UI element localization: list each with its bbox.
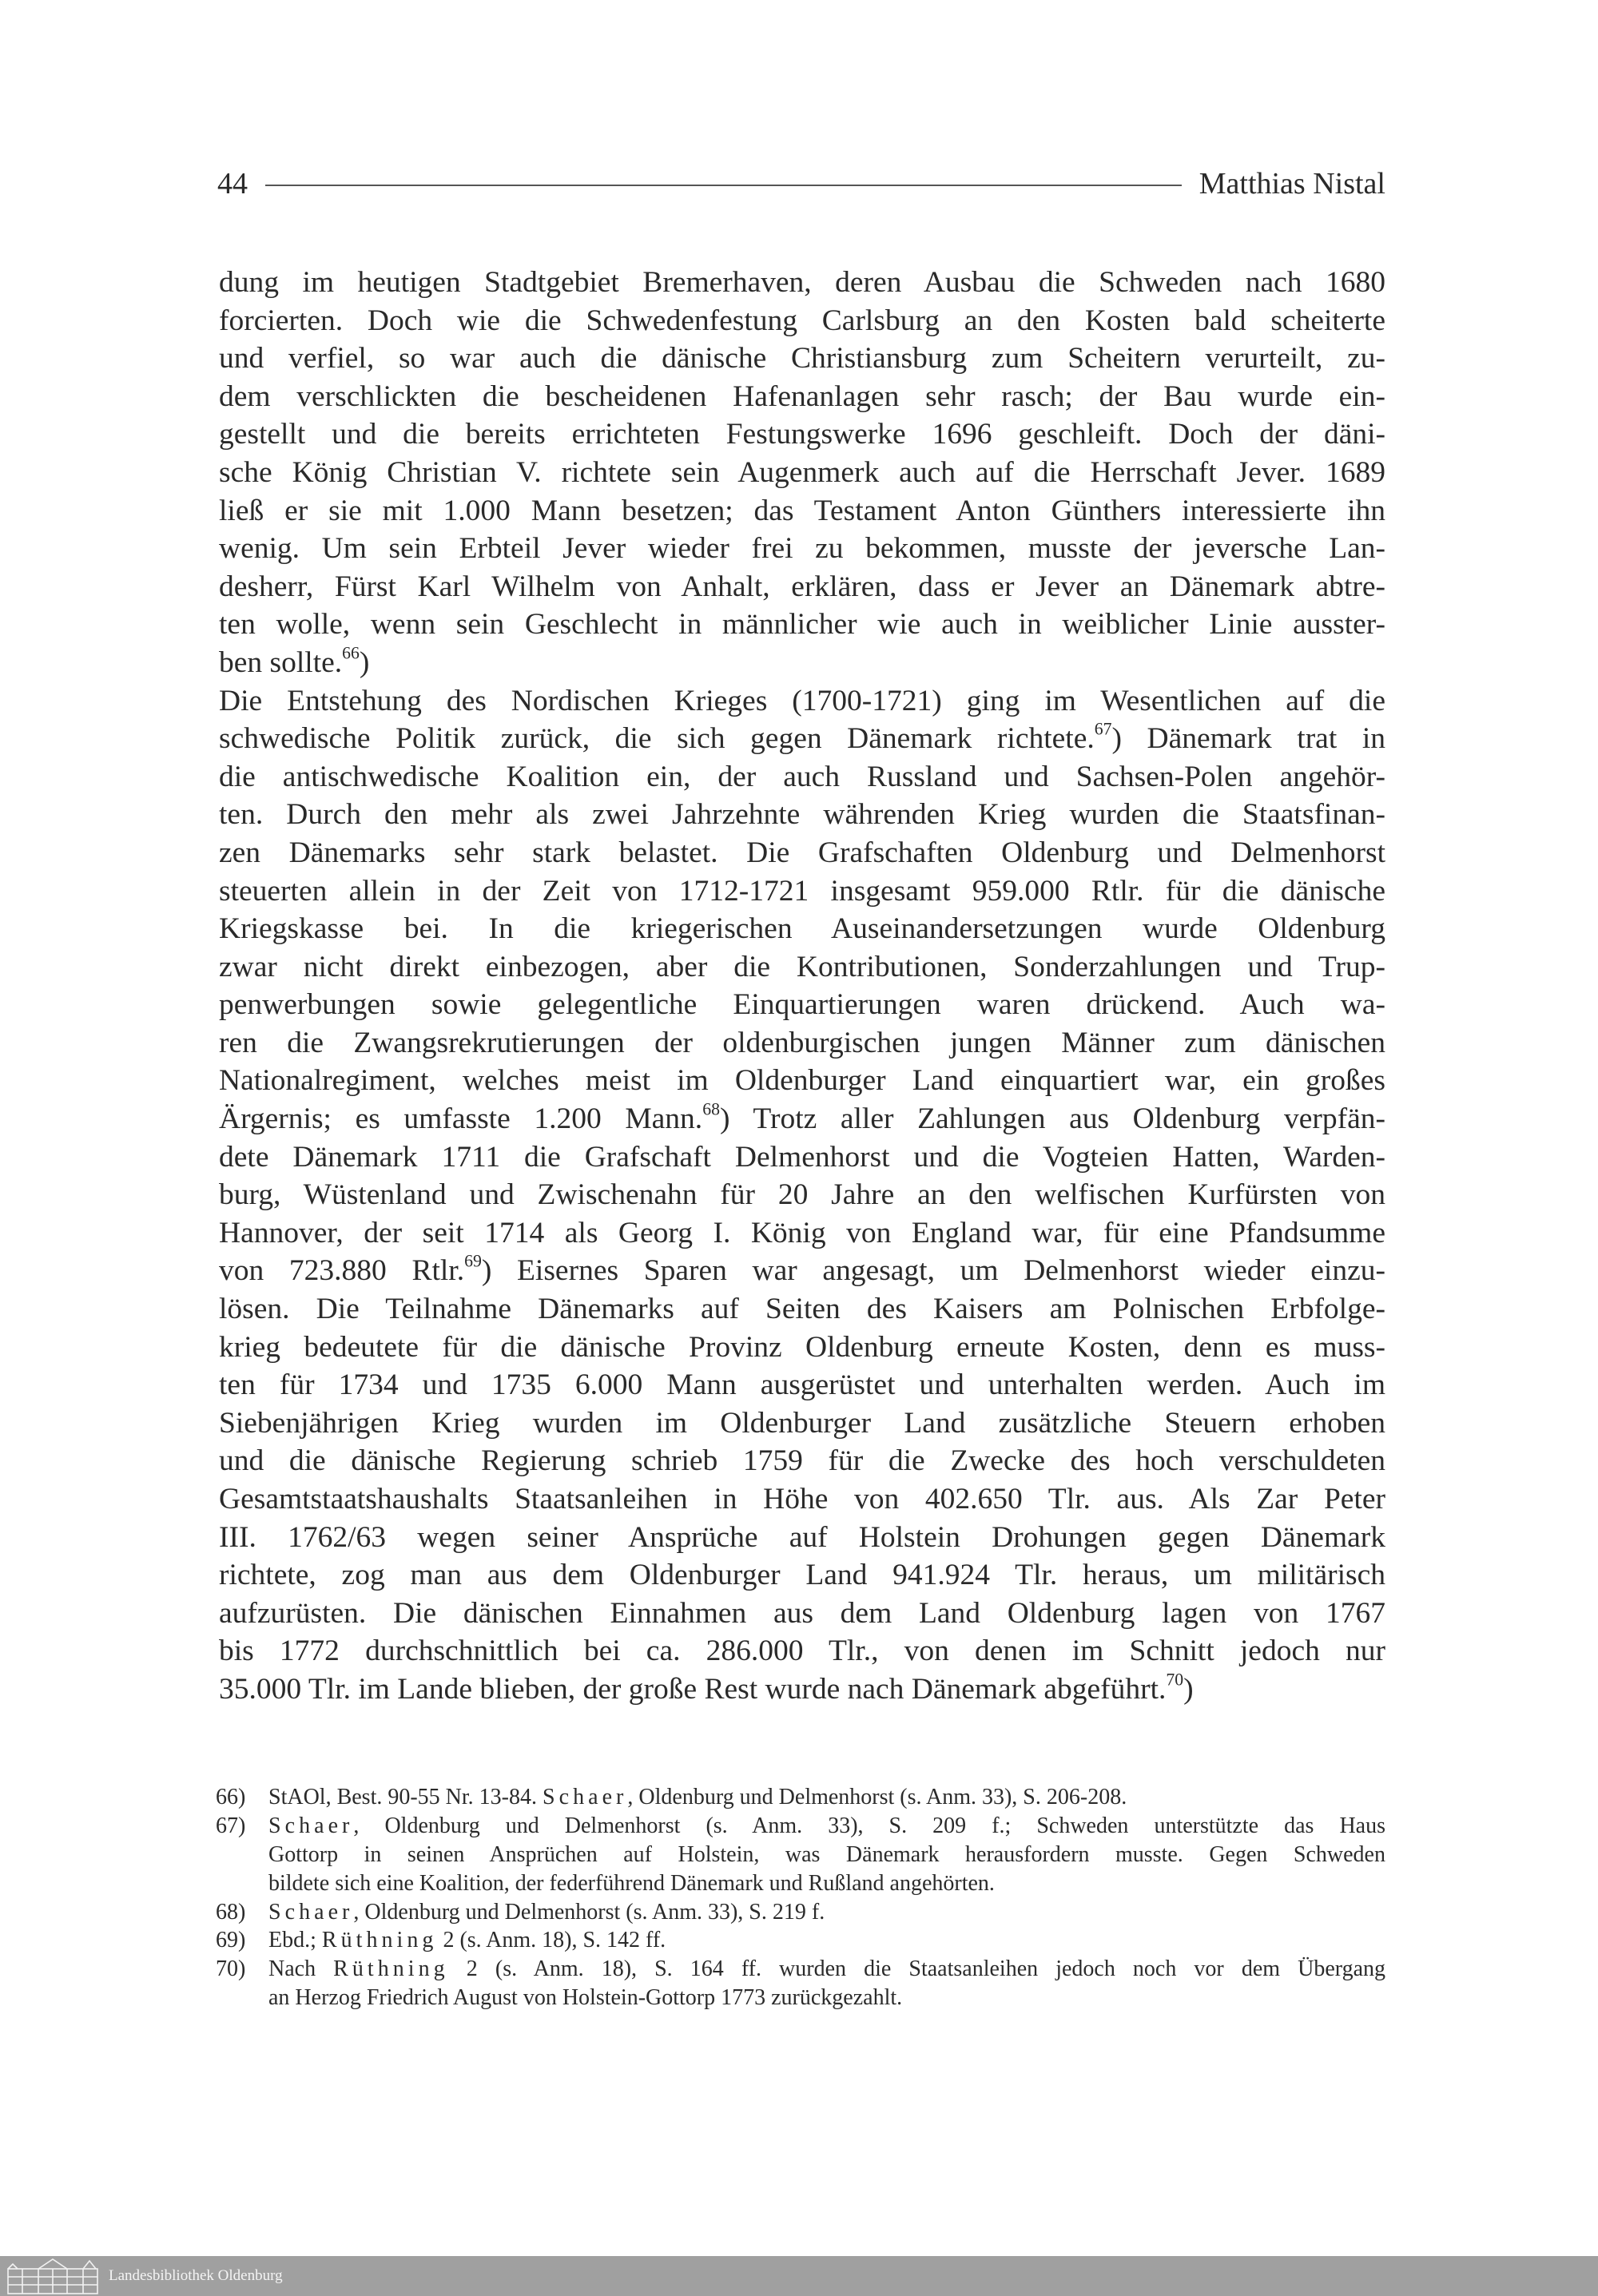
text-segment: Gesamtstaatshaushalts Staatsanleihen in Höhe von 402.650 Tlr. aus. Als Zar Peter [219, 1483, 1385, 1515]
text-segment: ren die Zwangsrekrutierungen der oldenburgischen jungen Männer zum dänischen [219, 1026, 1385, 1059]
footnote-line [268, 1812, 1385, 1841]
text-line [219, 1024, 1385, 1063]
text-line [219, 682, 1385, 721]
author-name-spaced: Rüthning [333, 1956, 449, 1982]
footnote-reference[interactable]: 66 [342, 643, 360, 663]
text-segment: ten wolle, wenn sein Geschlecht in männlicher wie auch in weiblicher Linie ausster- [219, 608, 1385, 642]
footnote-text [268, 1812, 1385, 1898]
text-segment: die antischwedische Koalition ein, der auch Russland und Sachsen-Polen angehör- [219, 760, 1385, 793]
text-line [219, 264, 1385, 302]
text-line [219, 1214, 1385, 1253]
text-line [219, 1480, 1385, 1519]
footnote-number: 69) [216, 1928, 246, 1953]
footnote-reference[interactable]: 70 [1166, 1670, 1184, 1690]
text-line [219, 568, 1385, 606]
footnote [216, 1783, 1385, 1812]
author-name-spaced: Schaer [268, 1813, 354, 1838]
text-segment: steuerten allein in der Zeit von 1712-1721 insgesamt 959.000 Rtlr. für die dänische [219, 874, 1385, 908]
running-header [217, 164, 1385, 204]
text-line [219, 1595, 1385, 1633]
text-segment: und die dänische Regierung schrieb 1759 für die Zwecke des hoch verschuldeten [219, 1444, 1385, 1478]
footnote-number: 68) [216, 1899, 246, 1925]
text-segment: schwedische Politik zurück, die sich gegen Dänemark richtete. [219, 722, 1095, 756]
text-segment: richtete, zog man aus dem Oldenburger Land 941.924 Tlr. heraus, um militärisch [219, 1559, 1385, 1592]
footnote-text [268, 1898, 1385, 1927]
footnote-reference[interactable]: 67 [1094, 719, 1112, 739]
footnote [216, 1812, 1385, 1898]
text-segment: , Oldenburg und Delmenhorst (s. Anm. 33), S. 219 f. [353, 1899, 825, 1925]
text-segment: dete Dänemark 1711 die Grafschaft Delmenhorst und die Vogteien Hatten, Warden- [219, 1140, 1385, 1174]
text-segment: Gottorp in seinen Ansprüchen auf Holstein, was Dänemark herausfordern musste. Gegen Schweden [268, 1841, 1385, 1867]
author-name-spaced: Rüthning [321, 1928, 438, 1953]
footnote-number: 70) [216, 1956, 246, 1982]
text-segment: an Herzog Friedrich August von Holstein-Gottorp 1773 zurückgezahlt. [268, 1985, 903, 2011]
library-name: Landesbibliothek Oldenburg [109, 2267, 283, 2284]
text-segment: ten für 1734 und 1735 6.000 Mann ausgerüstet und unterhalten werden. Auch im [219, 1368, 1385, 1402]
footnote-text [268, 1926, 1385, 1955]
text-line [219, 1290, 1385, 1329]
text-segment: lösen. Die Teilnahme Dänemarks auf Seiten des Kaisers am Polnischen Erbfolge- [219, 1293, 1385, 1326]
text-segment: Die Entstehung des Nordischen Krieges (1700-1721) ging im Wesentlichen auf die [219, 684, 1385, 717]
text-segment: forcierten. Doch wie die Schwedenfestung Carlsburg an den Kosten bald scheiterte [219, 304, 1385, 337]
text-line [219, 986, 1385, 1024]
author-name-spaced: Schaer [543, 1785, 628, 1809]
text-segment: burg, Wüstenland und Zwischenahn für 20 Jahre an den welfischen Kurfürsten von [219, 1178, 1385, 1212]
text-segment: Hannover, der seit 1714 als Georg I. König von England war, für eine Pfandsumme [219, 1216, 1385, 1249]
text-segment: zen Dänemarks sehr stark belastet. Die Grafschaften Oldenburg und Delmenhorst [219, 836, 1385, 869]
text-line [219, 834, 1385, 872]
text-segment: 2 (s. Anm. 18), S. 164 ff. wurden die Staatsanleihen jedoch noch vor dem Übergang [448, 1956, 1385, 1982]
text-segment: ) [1183, 1672, 1194, 1706]
text-line [219, 1062, 1385, 1100]
text-line [219, 796, 1385, 834]
text-segment: krieg bedeutete für die dänische Provinz Oldenburg erneute Kosten, denn es muss- [219, 1330, 1385, 1364]
footnote-line [268, 1898, 1385, 1927]
footnotes [216, 1783, 1385, 2012]
text-line [219, 340, 1385, 378]
text-segment: gestellt und die bereits errichteten Festungswerke 1696 geschleift. Doch der däni- [219, 418, 1385, 451]
author-name-spaced: Schaer [268, 1899, 354, 1925]
text-line [219, 720, 1385, 758]
footnote-number: 67) [216, 1813, 246, 1838]
footnote [216, 1955, 1385, 2012]
text-line [219, 1366, 1385, 1404]
footnote-line [268, 1984, 1385, 2012]
text-line [219, 910, 1385, 948]
footnote-line [268, 1783, 1385, 1812]
text-segment: ten. Durch den mehr als zwei Jahrzehnte währenden Krieg wurden die Staatsfinan- [219, 798, 1385, 832]
text-line [219, 1556, 1385, 1595]
text-line [219, 415, 1385, 454]
text-segment: bildete sich eine Koalition, der federführend Dänemark und Rußland angehörten. [268, 1870, 995, 1896]
text-segment: Nach [268, 1956, 334, 1982]
footnote-line [268, 1926, 1385, 1955]
text-line [219, 1176, 1385, 1214]
text-segment: aufzurüsten. Die dänischen Einnahmen aus dem Land Oldenburg lagen von 1767 [219, 1596, 1385, 1630]
text-line [219, 1670, 1385, 1709]
text-line [219, 1404, 1385, 1443]
text-segment: 2 (s. Anm. 18), S. 142 ff. [437, 1928, 666, 1953]
text-segment: von 723.880 Rtlr. [219, 1254, 465, 1288]
library-footer-bar [0, 2256, 1598, 2296]
text-segment: Ärgernis; es umfasste 1.200 Mann. [219, 1102, 703, 1136]
page-number: 44 [217, 167, 248, 201]
text-segment: Ebd.; [268, 1928, 322, 1953]
footnote-line [268, 1841, 1385, 1869]
text-segment: sche König Christian V. richtete sein Augenmerk auch auf die Herrschaft Jever. 1689 [219, 455, 1385, 489]
library-building-logo-icon [6, 2258, 99, 2294]
text-line [219, 530, 1385, 568]
text-segment: Siebenjährigen Krieg wurden im Oldenburger Land zusätzliche Steuern erhoben [219, 1406, 1385, 1440]
text-line [219, 1329, 1385, 1367]
text-segment: desherr, Fürst Karl Wilhelm von Anhalt, erklären, dass er Jever an Dänemark abtre- [219, 570, 1385, 603]
text-segment: ) Dänemark trat in [1111, 722, 1385, 756]
text-segment: zwar nicht direkt einbezogen, aber die Kontributionen, Sonderzahlungen und Trup- [219, 950, 1385, 983]
text-segment: und verfiel, so war auch die dänische Christiansburg zum Scheitern verurteilt, zu- [219, 342, 1385, 375]
text-segment: ) [359, 646, 370, 679]
footnote [216, 1898, 1385, 1927]
footnote-text [268, 1783, 1385, 1812]
text-line [219, 1632, 1385, 1670]
running-author: Matthias Nistal [1198, 167, 1385, 201]
text-segment: ließ er sie mit 1.000 Mann besetzen; das Testament Anton Günthers interessierte ihn [219, 494, 1385, 527]
text-segment: bis 1772 durchschnittlich bei ca. 286.000 Tlr., von denen im Schnitt jedoch nur [219, 1635, 1385, 1668]
text-segment: dem verschlickten die bescheidenen Hafenanlagen sehr rasch; der Bau wurde ein- [219, 379, 1385, 413]
header-rule [265, 185, 1182, 186]
text-line [219, 302, 1385, 340]
paragraph [219, 264, 1385, 682]
text-line [219, 1442, 1385, 1480]
text-segment: 35.000 Tlr. im Lande blieben, der große Rest wurde nach Dänemark abgeführt. [219, 1672, 1167, 1706]
text-line [219, 758, 1385, 796]
text-segment: wenig. Um sein Erbteil Jever wieder frei zu bekommen, musste der jeversche Lan- [219, 532, 1385, 566]
footnote-reference[interactable]: 69 [464, 1252, 482, 1272]
text-line [219, 872, 1385, 911]
footnote [216, 1926, 1385, 1955]
text-line [219, 948, 1385, 987]
footnote-number: 66) [216, 1785, 246, 1809]
footnote-text [268, 1955, 1385, 2012]
text-segment: penwerbungen sowie gelegentliche Einquartierungen waren drückend. Auch wa- [219, 988, 1385, 1022]
text-line [219, 378, 1385, 416]
text-line [219, 644, 1385, 682]
text-segment: Nationalregiment, welches meist im Oldenburger Land einquartiert war, ein großes [219, 1064, 1385, 1098]
text-segment: Kriegskasse bei. In die kriegerischen Auseinandersetzungen wurde Oldenburg [219, 912, 1385, 946]
text-segment: ) Trotz aller Zahlungen aus Oldenburg verpfän- [719, 1102, 1385, 1136]
paragraph [219, 682, 1385, 1709]
text-line [219, 1100, 1385, 1138]
text-line [219, 1138, 1385, 1177]
text-segment: , Oldenburg und Delmenhorst (s. Anm. 33), S. 206-208. [627, 1785, 1127, 1809]
text-segment: StAOl, Best. 90-55 Nr. 13-84. [268, 1785, 543, 1809]
text-segment: dung im heutigen Stadtgebiet Bremerhaven, deren Ausbau die Schweden nach 1680 [219, 266, 1385, 299]
body-text [219, 264, 1385, 1709]
text-segment: , Oldenburg und Delmenhorst (s. Anm. 33), S. 209 f.; Schweden unterstützte das Haus [353, 1813, 1385, 1838]
footnote-line [268, 1869, 1385, 1898]
text-line [219, 454, 1385, 492]
text-line [219, 1252, 1385, 1290]
text-line [219, 606, 1385, 644]
footnote-line [268, 1955, 1385, 1984]
text-line [219, 1519, 1385, 1557]
text-segment: ) Eisernes Sparen war angesagt, um Delmenhorst wieder einzu- [481, 1254, 1385, 1288]
text-segment: ben sollte. [219, 646, 343, 679]
footnote-reference[interactable]: 68 [702, 1099, 720, 1119]
text-segment: III. 1762/63 wegen seiner Ansprüche auf Holstein Drohungen gegen Dänemark [219, 1520, 1385, 1554]
text-line [219, 492, 1385, 530]
